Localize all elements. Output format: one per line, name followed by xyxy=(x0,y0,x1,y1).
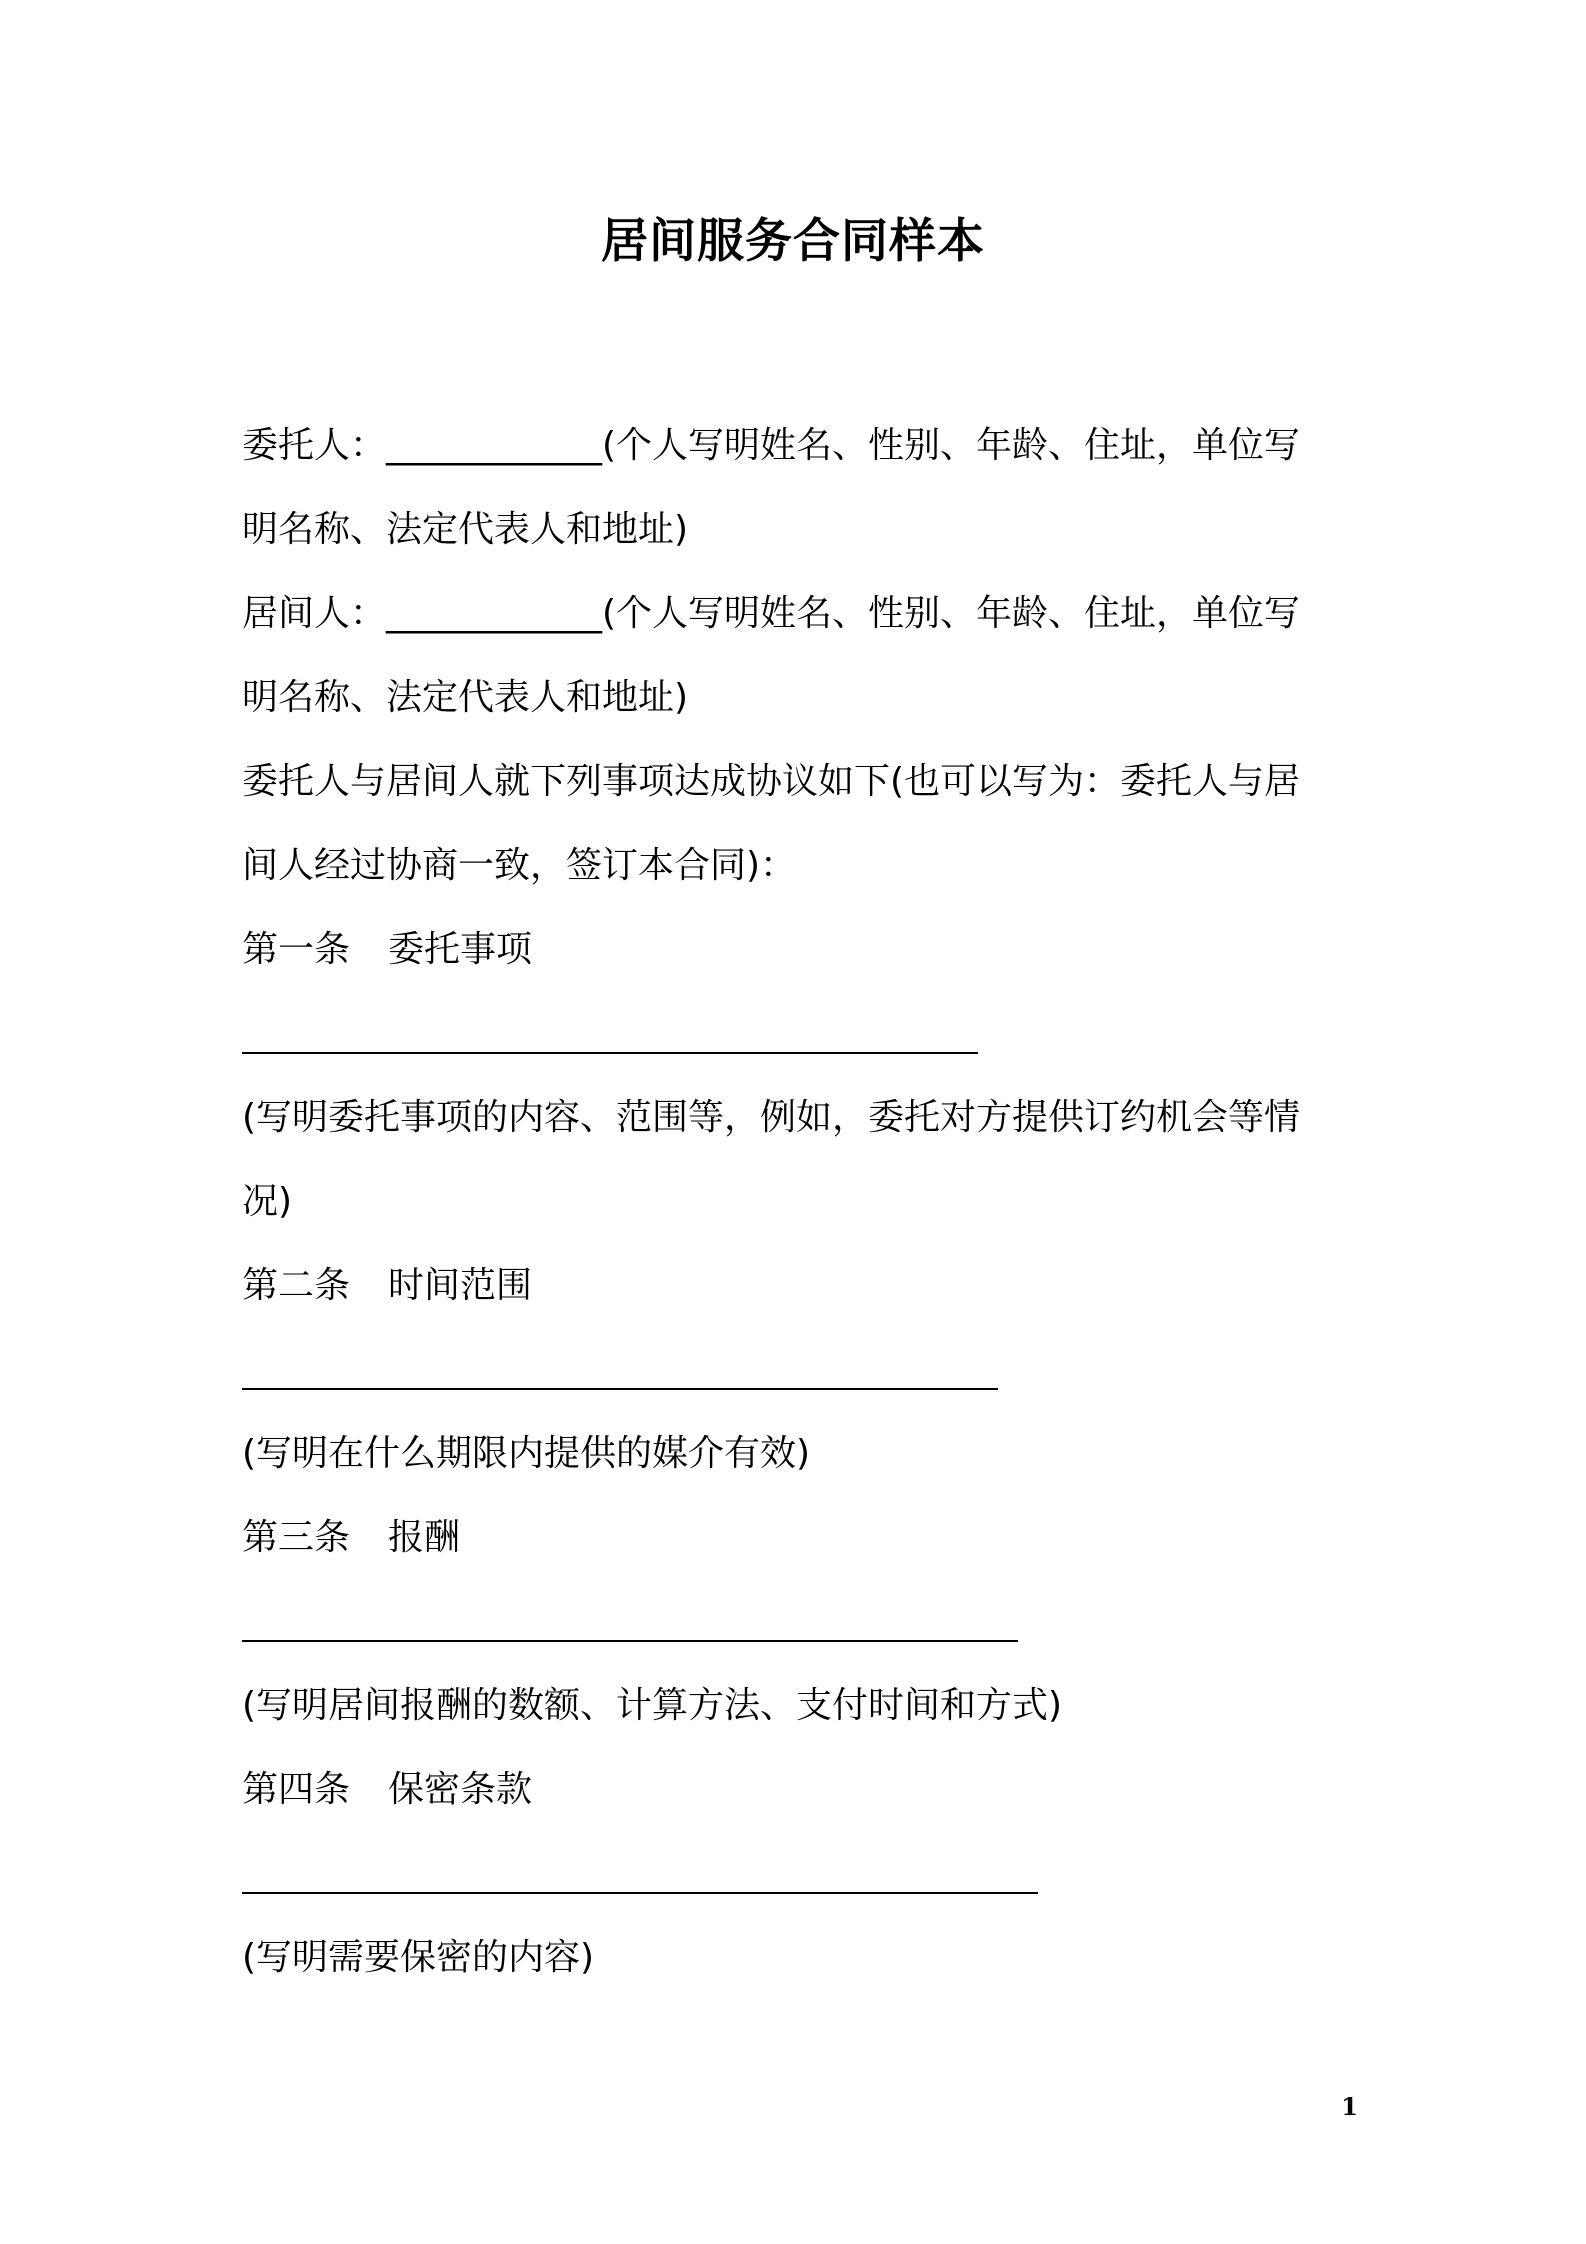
article-4-title: 保密条款 xyxy=(388,1769,533,1810)
underline-rule xyxy=(242,1640,1018,1642)
article-3-fill-line[interactable] xyxy=(242,1580,1354,1664)
article-2-heading-row xyxy=(242,1244,1354,1328)
article-1-note-line-2: 况) xyxy=(242,1181,293,1222)
article-4-heading-row xyxy=(242,1748,1354,1832)
article-1-note-line-1: (写明委托事项的内容、范围等，例如，委托对方提供订约机会等情 xyxy=(242,1097,1301,1138)
principal-line-2: 明名称、法定代表人和地址) xyxy=(242,509,689,550)
underline-rule xyxy=(242,1388,998,1390)
agreement-line-2: 间人经过协商一致，签订本合同)： xyxy=(242,845,797,886)
article-1-heading-row xyxy=(242,908,1354,992)
article-4-note: (写明需要保密的内容) xyxy=(242,1937,595,1978)
article-4-fill-line[interactable] xyxy=(242,1832,1354,1916)
article-3-number: 第三条 xyxy=(242,1517,351,1558)
article-2-note: (写明在什么期限内提供的媒介有效) xyxy=(242,1433,811,1474)
article-3-heading-row xyxy=(242,1496,1354,1580)
article-1-number: 第一条 xyxy=(242,929,351,970)
principal-line-1: 委托人：____________(个人写明姓名、性别、年龄、住址，单位写 xyxy=(242,425,1301,466)
underline-rule xyxy=(242,1892,1038,1894)
underline-rule xyxy=(242,1052,978,1054)
article-3-title: 报酬 xyxy=(388,1517,461,1558)
document-title: 居间服务合同样本 xyxy=(601,214,985,269)
article-3-note: (写明居间报酬的数额、计算方法、支付时间和方式) xyxy=(242,1685,1063,1726)
intermediary-line-1: 居间人：____________(个人写明姓名、性别、年龄、住址，单位写 xyxy=(242,593,1301,634)
article-1-title: 委托事项 xyxy=(388,929,533,970)
article-2-number: 第二条 xyxy=(242,1265,351,1306)
article-1-fill-line[interactable] xyxy=(242,992,1354,1076)
agreement-line-1: 委托人与居间人就下列事项达成协议如下(也可以写为：委托人与居 xyxy=(242,761,1301,802)
article-2-fill-line[interactable] xyxy=(242,1328,1354,1412)
page-number: 1 xyxy=(1341,2092,1358,2121)
article-2-title: 时间范围 xyxy=(388,1265,533,1306)
document-body xyxy=(242,404,1354,2000)
article-4-number: 第四条 xyxy=(242,1769,351,1810)
intermediary-line-2: 明名称、法定代表人和地址) xyxy=(242,677,689,718)
